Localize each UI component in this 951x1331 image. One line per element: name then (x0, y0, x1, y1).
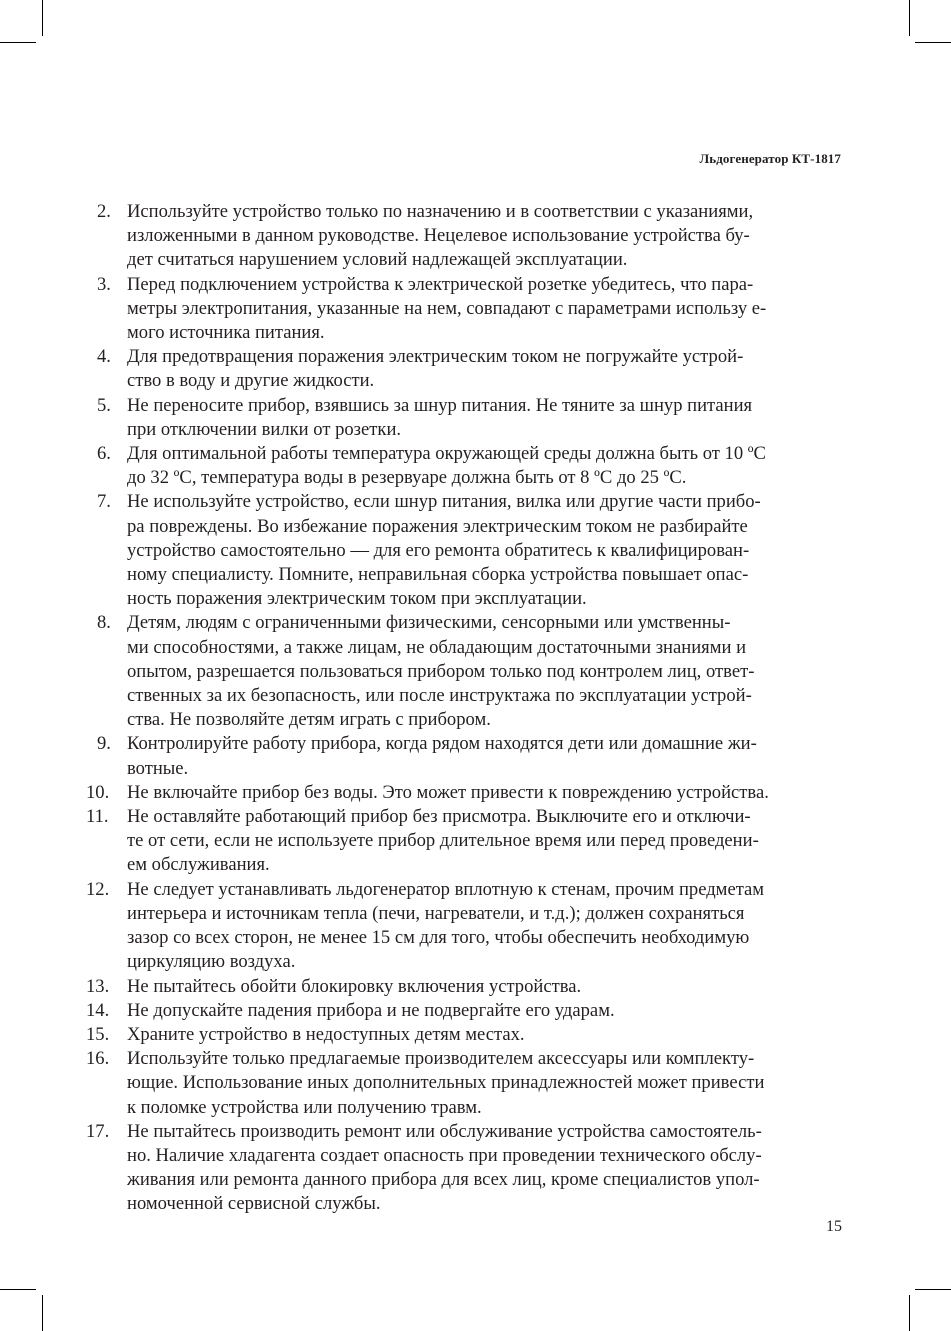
list-item (86, 999, 817, 1023)
list-item-text-line: Детям, людям с ограниченными физическими, сенсорными или умственны- (127, 612, 731, 634)
list-item (86, 878, 817, 975)
list-item (86, 781, 817, 805)
list-item-text-line: к поломке устройства или получению травм. (127, 1096, 482, 1118)
list-item-text-line: те от сети, если не используете прибор длительное время или перед проведени- (127, 830, 759, 852)
list-item (86, 1023, 817, 1047)
list-item-text-line: Не включайте прибор без воды. Это может привести к повреждению устройства. (127, 781, 769, 803)
running-header-title: Льдогенератор КТ-1817 (699, 151, 841, 166)
list-item-text-line: Не следует устанавливать льдогенератор вплотную к стенам, прочим предметам (127, 878, 765, 900)
list-item-text-line: ному специалисту. Помните, неправильная сборка устройства повышает опас- (127, 564, 749, 586)
list-item-text-line: Для оптимальной работы температура окружающей среды должна быть от 10 ºС (127, 443, 766, 465)
list-item (86, 1120, 817, 1217)
list-item-number: 11. (86, 806, 109, 828)
list-item-number: 4. (97, 346, 111, 368)
list-item-number: 13. (86, 975, 110, 997)
crop-mark-bottom-left-vertical (42, 1295, 43, 1331)
list-item-text-line: Контролируйте работу прибора, когда рядом находятся дети или домашние жи- (127, 733, 757, 755)
list-item-text-line: устройство самостоятельно — для его ремонта обратитесь к квалифицирован- (127, 539, 750, 561)
list-item-number: 9. (97, 733, 111, 755)
crop-mark-bottom-left-horizontal (0, 1289, 36, 1290)
list-item-text-line: ство в воду и другие жидкости. (127, 370, 375, 392)
list-item-number: 2. (97, 201, 111, 222)
list-item-text-line: ность поражения электрическим током при эксплуатации. (127, 588, 587, 610)
crop-mark-bottom-right-vertical (909, 1295, 910, 1331)
list-item-text-line: Используйте только предлагаемые производителем аксессуары или комплекту- (127, 1048, 755, 1070)
list-item-text-line: ми способностями, а также лицам, не обладающим достаточными знаниями и (127, 636, 747, 658)
list-item-text-line: метры электропитания, указанные на нем, совпадают с параметрами использу е- (127, 297, 767, 319)
list-item-text-line: Для предотвращения поражения электрическим током не погружайте устрой- (127, 346, 744, 368)
list-item (86, 975, 817, 999)
list-item-text-line: циркуляцию воздуха. (127, 951, 296, 973)
list-item (86, 805, 817, 878)
crop-mark-top-right-horizontal (915, 42, 951, 43)
list-item-number: 14. (86, 999, 110, 1021)
list-item-text-line: Не пытайтесь производить ремонт или обслуживание устройства самостоятель- (127, 1120, 762, 1142)
list-item (97, 273, 817, 346)
list-item (97, 732, 817, 780)
list-item-text-line: вотные. (127, 757, 189, 779)
list-item-number: 3. (97, 273, 111, 295)
list-item-number: 7. (97, 491, 111, 513)
list-item-text-line: изложенными в данном руководстве. Нецелевое использование устройства бу- (127, 225, 750, 247)
list-item-text-line: Не допускайте падения прибора и не подвергайте его ударам. (127, 999, 615, 1021)
list-item (97, 394, 817, 442)
list-item-text-line: номоченной сервисной службы. (127, 1193, 381, 1215)
crop-mark-top-right-vertical (909, 0, 910, 36)
crop-mark-top-left-vertical (42, 0, 43, 36)
list-item-text-line: но. Наличие хладагента создает опасность при проведении технического обслу- (127, 1144, 762, 1166)
list-item-text-line: Не используйте устройство, если шнур питания, вилка или другие части прибо- (127, 491, 761, 513)
list-item-text-line: зазор со всех сторон, не менее 15 см для того, чтобы обеспечить необходимую (127, 927, 750, 949)
list-item-text-line: Используйте устройство только по назначению и в соответствии с указаниями, (127, 201, 754, 222)
safety-instructions-list (86, 200, 817, 1217)
list-item-number: 8. (97, 612, 111, 634)
list-item-text-line: живания или ремонта данного прибора для всех лиц, кроме специалистов упол- (127, 1169, 760, 1191)
list-item-text-line: Не пытайтесь обойти блокировку включения устройства. (127, 975, 582, 997)
list-item-text-line: мого источника питания. (127, 322, 325, 344)
list-item-text-line: Не переносите прибор, взявшись за шнур питания. Не тяните за шнур питания (127, 394, 753, 416)
list-item (86, 1047, 817, 1120)
list-item-text-line: ем обслуживания. (127, 854, 270, 876)
list-item-number: 17. (86, 1120, 110, 1142)
list-item-number: 5. (97, 394, 111, 416)
crop-mark-top-left-horizontal (0, 42, 36, 43)
list-item-text-line: Не оставляйте работающий прибор без присмотра. Выключите его и отключи- (127, 806, 751, 828)
list-item-text-line: интерьера и источникам тепла (печи, нагреватели, и т.д.); должен сохраняться (127, 902, 745, 924)
list-item-number: 16. (86, 1048, 110, 1070)
list-item-text-line: дет считаться нарушением условий надлежащей эксплуатации. (127, 249, 628, 271)
list-item-number: 12. (86, 878, 110, 900)
list-item-number: 10. (86, 781, 110, 803)
page-number: 15 (826, 1218, 842, 1235)
list-item-text-line: Перед подключением устройства к электрической розетке убедитесь, что пара- (127, 273, 754, 295)
list-item-text-line: ра повреждены. Во избежание поражения электрическим током не разбирайте (127, 515, 748, 537)
list-item-text-line: до 32 ºС, температура воды в резервуаре должна быть от 8 ºС до 25 ºС. (127, 467, 687, 489)
crop-mark-bottom-right-horizontal (915, 1289, 951, 1290)
list-item (97, 442, 817, 490)
list-item (97, 611, 817, 732)
list-item-text-line: ства. Не позволяйте детям играть с прибором. (127, 709, 491, 731)
list-item (97, 345, 817, 393)
list-item-text-line: ственных за их безопасность, или после инструктажа по эксплуатации устрой- (127, 685, 752, 707)
list-item-number: 15. (86, 1023, 110, 1045)
list-item (97, 200, 817, 273)
list-item-text-line: опытом, разрешается пользоваться прибором только под контролем лиц, ответ- (127, 660, 755, 682)
list-item (97, 490, 817, 611)
list-item-text-line: при отключении вилки от розетки. (127, 418, 402, 440)
list-item-text-line: Храните устройство в недоступных детям местах. (127, 1023, 525, 1045)
list-item-number: 6. (97, 443, 111, 465)
list-item-text-line: ющие. Использование иных дополнительных принадлежностей может привести (127, 1072, 765, 1094)
